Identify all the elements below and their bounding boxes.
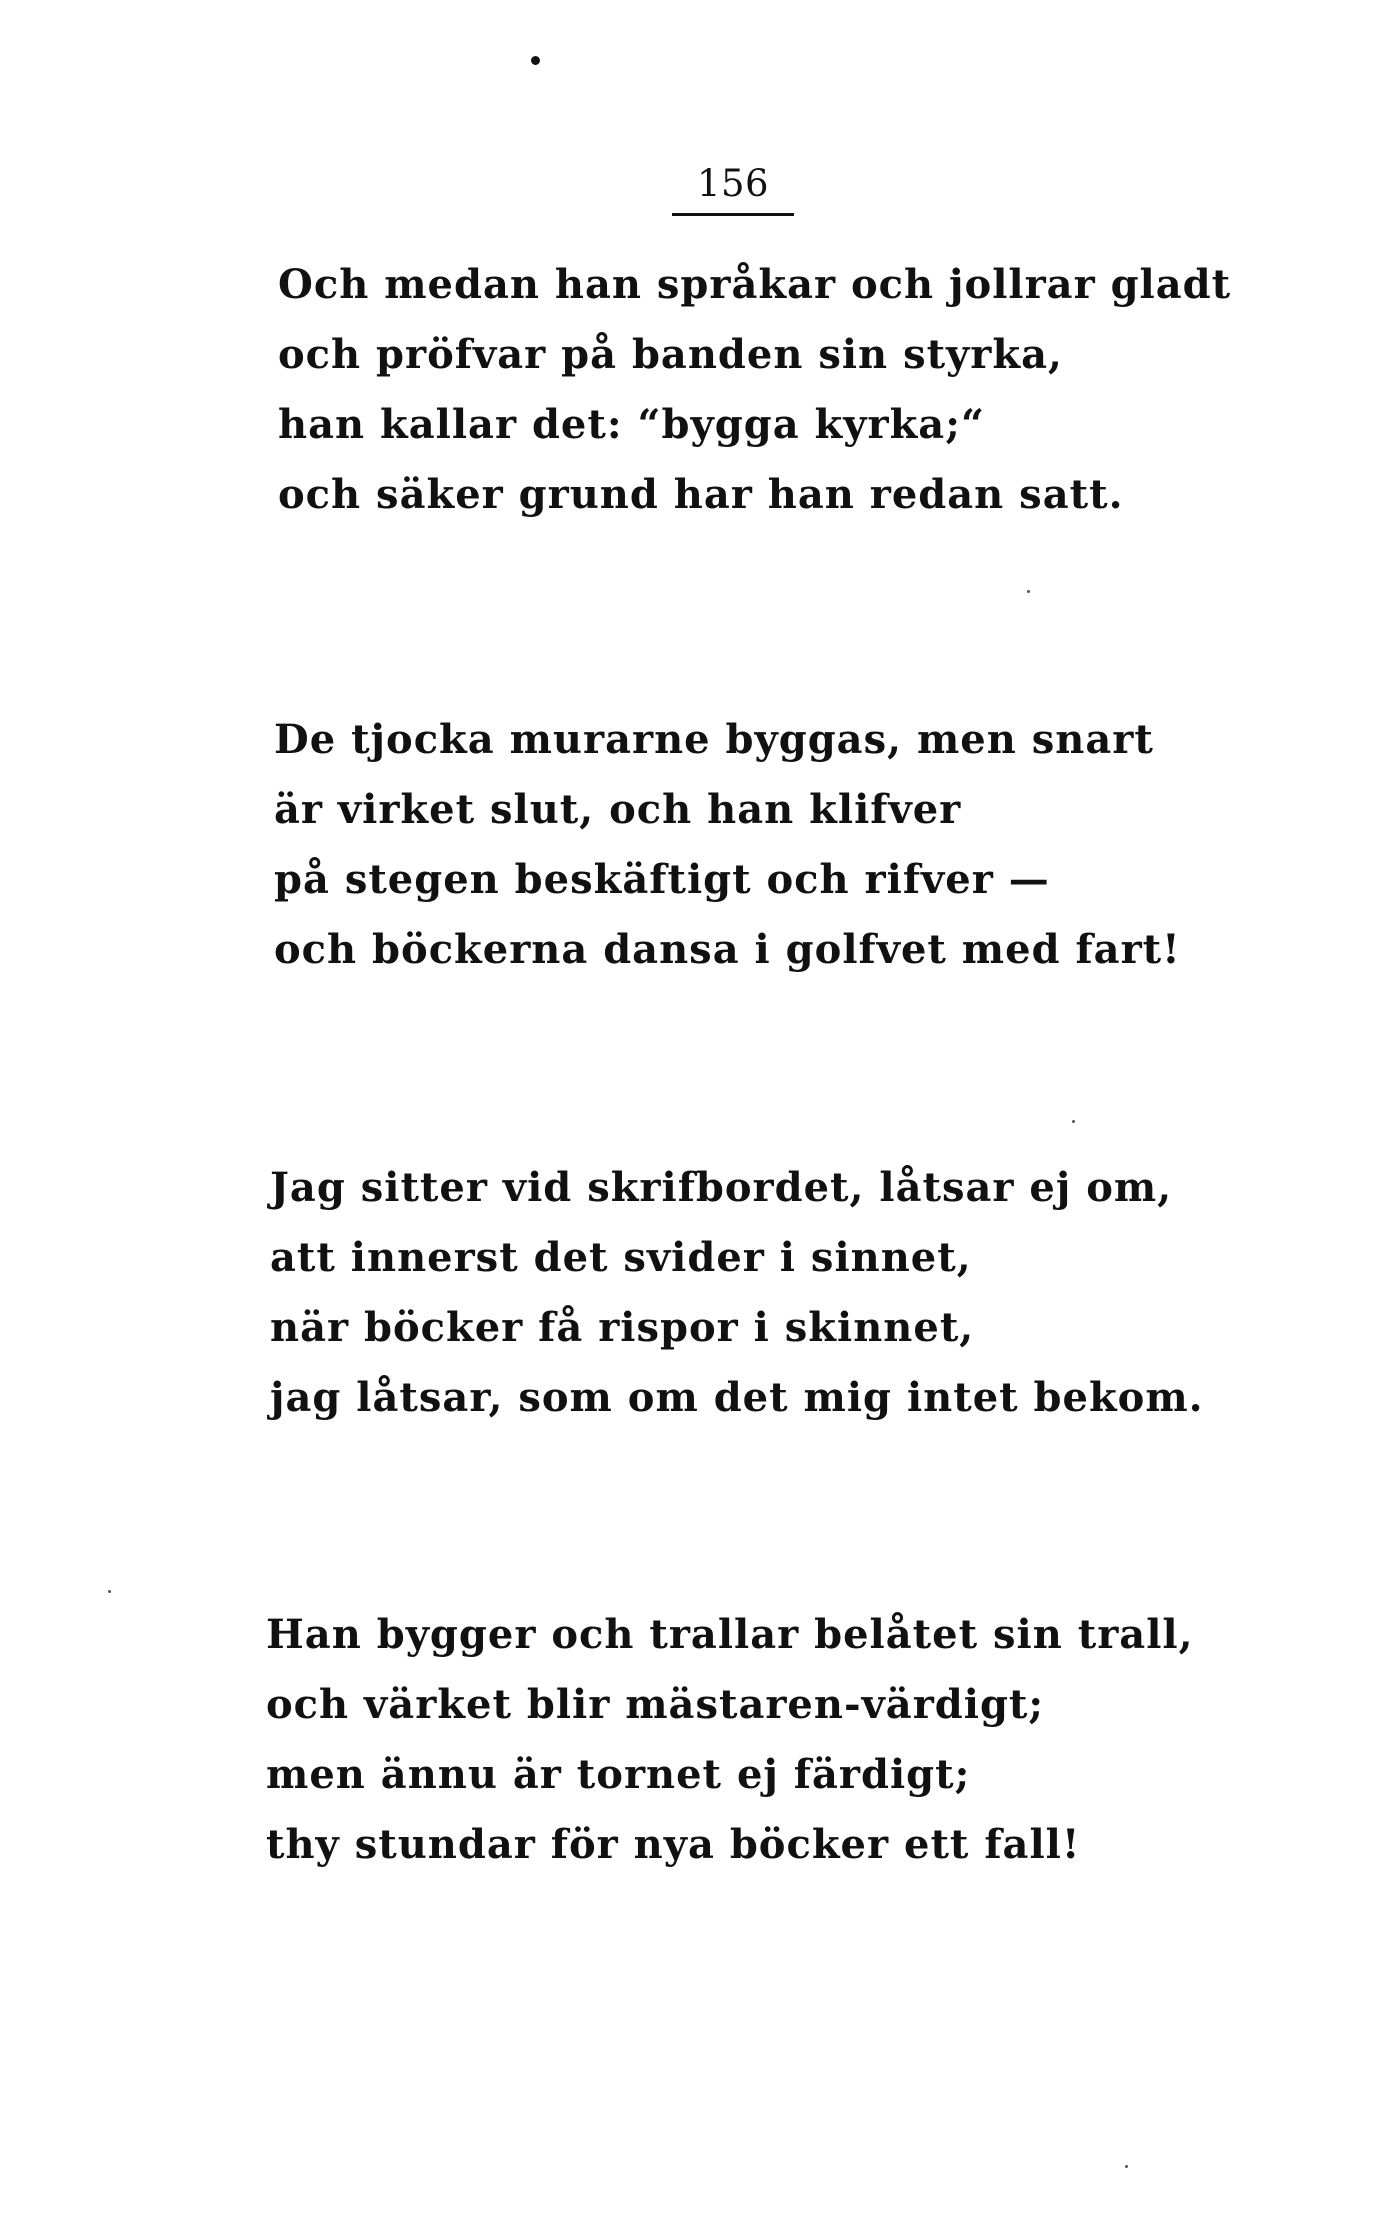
verse-line: thy stundar för nya böcker ett fall! xyxy=(266,1821,1081,1868)
verse-line: och värket blir mästaren-värdigt; xyxy=(266,1681,1045,1728)
stanza-3 xyxy=(270,1153,1204,1433)
verse-line: han kallar det: “bygga kyrka;“ xyxy=(278,401,985,448)
paper-speck xyxy=(108,1590,111,1593)
verse-line: Jag sitter vid skrifbordet, låtsar ej om, xyxy=(270,1164,1173,1211)
stanza-2 xyxy=(274,705,1181,985)
verse-line: men ännu är tornet ej färdigt; xyxy=(266,1751,971,1798)
verse-line: är virket slut, och han klifver xyxy=(274,786,962,833)
verse-line: och säker grund har han redan satt. xyxy=(278,471,1124,518)
verse-line: jag låtsar, som om det mig intet bekom. xyxy=(270,1374,1204,1421)
verse-line: De tjocka murarne byggas, men snart xyxy=(274,716,1154,763)
verse-line: Han bygger och trallar belåtet sin trall, xyxy=(266,1611,1194,1658)
verse-line: på stegen beskäftigt och rifver — xyxy=(274,856,1050,903)
page-number: 156 xyxy=(696,162,770,205)
ink-speck xyxy=(531,56,540,65)
stanza-1 xyxy=(278,250,1231,530)
paper-speck xyxy=(1125,2165,1128,2168)
verse-line: att innerst det svider i sinnet, xyxy=(270,1234,972,1281)
paper-speck xyxy=(1072,1120,1075,1123)
page-number-rule xyxy=(672,213,794,216)
verse-line: Och medan han språkar och jollrar gladt xyxy=(278,261,1232,308)
verse-line: när böcker få rispor i skinnet, xyxy=(270,1304,975,1351)
verse-line: och pröfvar på banden sin styrka, xyxy=(278,331,1063,378)
stanza-4 xyxy=(266,1600,1194,1880)
verse-line: och böckerna dansa i golfvet med fart! xyxy=(274,926,1181,973)
paper-speck xyxy=(1027,590,1030,593)
